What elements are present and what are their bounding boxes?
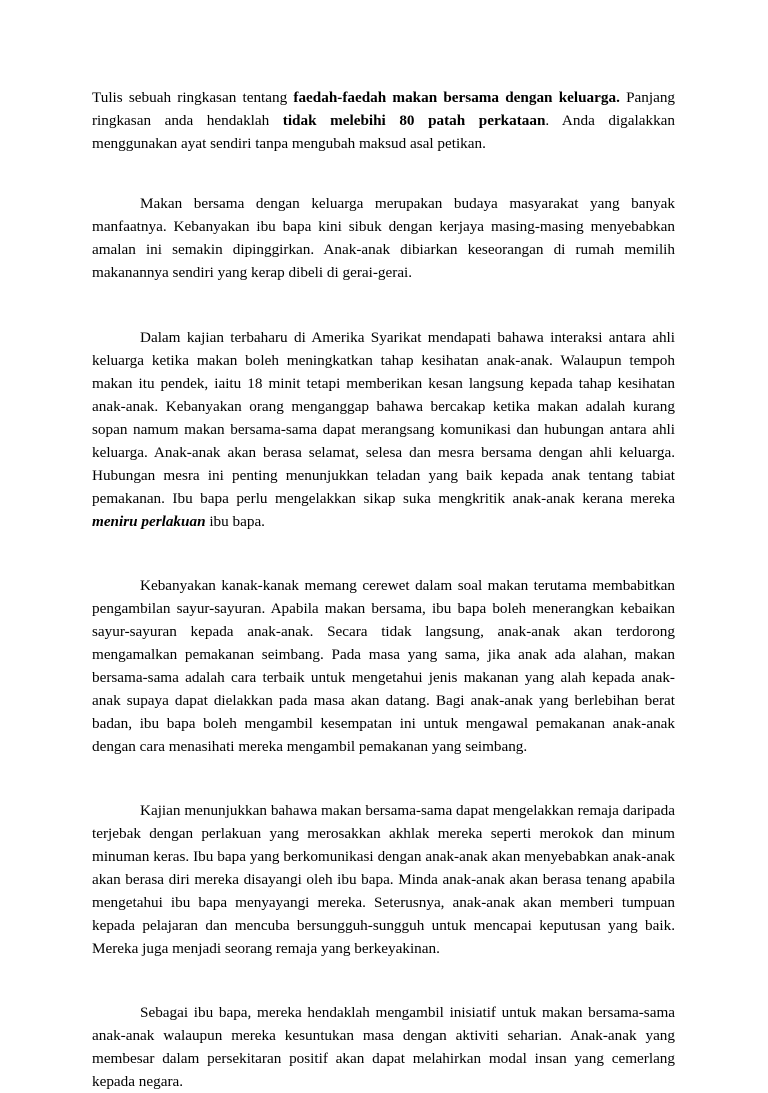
emphasized-phrase: meniru perlakuan bbox=[92, 513, 206, 530]
instruction-word-limit: tidak melebihi 80 patah perkataan bbox=[282, 112, 546, 129]
passage-paragraph-4: Kajian menunjukkan bahawa makan bersama-sama dapat mengelakkan remaja daripada terjebak dengan perlakuan yang merosakkan akhlak mereka seperti merokok dan minum minuman keras. Ibu bapa yang berkomunikasi dengan anak-anak akan menyebabkan anak-anak akan berasa diri mereka disayangi oleh ibu bapa. Minda anak-anak akan berasa tenang apabila mengetahui ibu bapa menyayangi mereka. Seterusnya, anak-anak akan memberi tumpuan kepada pelajaran dan mencuba bersungguh-sungguh untuk mencapai keputusan yang baik. Mereka juga menjadi seorang remaja yang berkeyakinan. bbox=[92, 802, 675, 957]
instruction-text-3: . Anda digalakkan menggunakan ayat sendiri tanpa mengubah maksud asal petikan. bbox=[92, 112, 676, 152]
paragraph-2-ending: ibu bapa. bbox=[205, 513, 265, 530]
instruction-topic: faedah-faedah makan bersama dengan keluarga. bbox=[293, 89, 620, 106]
document-page bbox=[92, 86, 675, 1093]
passage-paragraph-5: Sebagai ibu bapa, mereka hendaklah mengambil inisiatif untuk makan bersama-sama anak-anak walaupun mereka kesuntukan masa dengan aktiviti seharian. Anak-anak yang membesar dalam persekitaran positif akan dapat melahirkan modal insan yang cemerlang kepada negara. bbox=[92, 1004, 675, 1090]
passage-paragraph-2 bbox=[92, 326, 675, 533]
instruction-text-2: Panjang ringkasan anda hendaklah bbox=[92, 89, 676, 129]
passage-paragraph-1: Makan bersama dengan keluarga merupakan budaya masyarakat yang banyak manfaatnya. Kebanyakan ibu bapa kini sibuk dengan kerjaya masing-masing menyebabkan amalan ini semakin dipinggirkan. Anak-anak dibiarkan keseorangan di rumah memilih makanannya sendiri yang kerap dibeli di gerai-gerai. bbox=[92, 195, 675, 281]
instruction-paragraph bbox=[92, 86, 675, 155]
passage-paragraph-3: Kebanyakan kanak-kanak memang cerewet dalam soal makan terutama membabitkan pengambilan sayur-sayuran. Apabila makan bersama, ibu bapa boleh menerangkan kebaikan sayur-sayuran kepada anak-anak. Secara tidak langsung, anak-anak akan terdorong mengamalkan pemakanan seimbang. Pada masa yang sama, jika anak ada alahan, makan bersama-sama adalah cara terbaik untuk mengetahui jenis makanan yang alah kepada anak-anak supaya dapat dielakkan pada masa akan datang. Bagi anak-anak yang berlebihan berat badan, ibu bapa boleh mengambil kesempatan ini untuk mengawal pemakanan anak-anak dengan cara menasihati mereka mengambil pemakanan yang seimbang. bbox=[92, 577, 675, 755]
instruction-text-1: Tulis sebuah ringkasan tentang bbox=[92, 89, 294, 106]
paragraph-2-text: Dalam kajian terbaharu di Amerika Syarikat mendapati bahawa interaksi antara ahli keluarga ketika makan boleh meningkatkan tahap kesihatan anak-anak. Walaupun tempoh makan itu pendek, iaitu 18 minit tetapi memberikan kesan langsung kepada tahap kesihatan anak-anak. Kebanyakan orang menganggap bahawa bercakap ketika makan adalah kurang sopan namum makan bersama-sama dapat merangsang komunikasi dan hubungan antara ahli keluarga. Anak-anak akan berasa selamat, selesa dan mesra bersama dengan ahli keluarga. Hubungan mesra ini penting menunjukkan teladan yang baik kepada anak tentang tabiat pemakanan. Ibu bapa perlu mengelakkan sikap suka mengkritik anak-anak kerana mereka bbox=[92, 329, 675, 507]
